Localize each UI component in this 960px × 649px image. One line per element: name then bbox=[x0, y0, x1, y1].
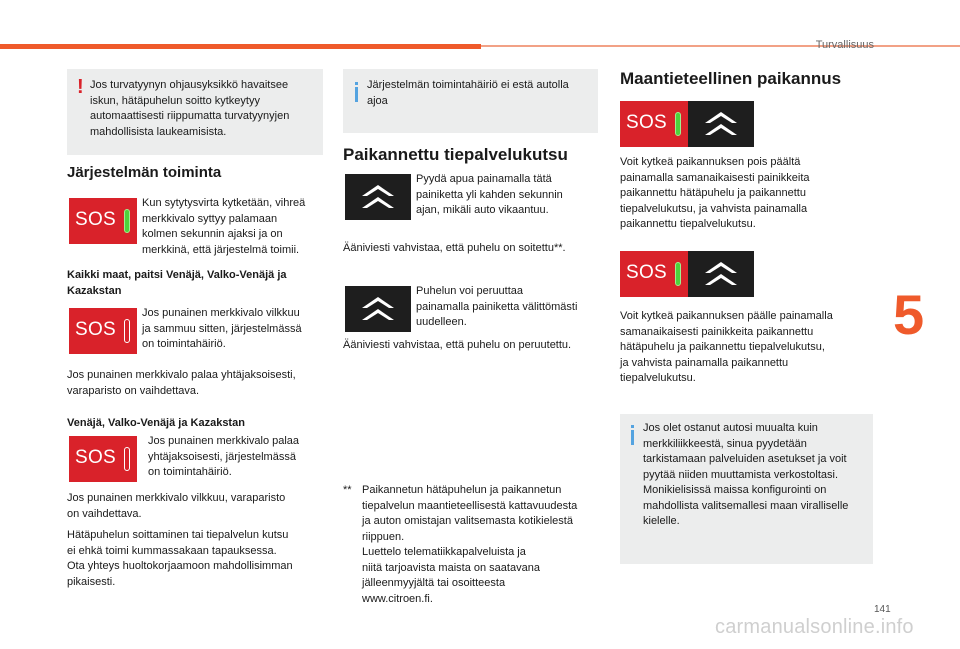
sos-panel-red-blink bbox=[69, 308, 137, 354]
heading-geolocation: Maantieteellinen paikannus bbox=[620, 69, 842, 88]
text-block-red-steady: Jos punainen merkkivalo palaa yhtäjaksoisesti, järjestelmässä on toimintahäiriö. bbox=[148, 435, 300, 478]
paragraph-call-cancelled: Ääniviesti vahvistaa, että puhelu on peruutettu. bbox=[343, 339, 572, 351]
warning-box bbox=[67, 69, 323, 155]
info-text: Järjestelmän toimintahäiriö ei estä autolla ajoa bbox=[367, 79, 569, 107]
page-number: 141 bbox=[874, 604, 891, 615]
text-block-red-blink: Jos punainen merkkivalo vilkkuu ja sammuu sitten, järjestelmässä on toimintahäiriö. bbox=[142, 307, 302, 350]
text-block-press-button: Pyydä apua painamalla tätä painiketta yli kahden sekunnin ajan, mikäli auto vikaantuu. bbox=[416, 173, 563, 216]
citroen-chevron-icon bbox=[358, 293, 398, 325]
header-thin-line bbox=[481, 45, 960, 47]
sos-panel-red-steady bbox=[69, 436, 137, 482]
info-box-imported-car bbox=[620, 414, 873, 564]
section-title: Turvallisuus bbox=[815, 39, 874, 51]
info-box-malfunction bbox=[343, 69, 598, 133]
assistance-button-panel bbox=[688, 101, 754, 147]
paragraph-geo-on: Voit kytkeä paikannuksen päälle painamalla samanaikaisesti painikkeita paikannettu hätäpuhelu ja paikannettu tiepalvelukutsu, ja vahvista painamalla paikannettu tiepalvelukutsu. bbox=[620, 310, 833, 384]
sos-label: SOS bbox=[75, 209, 117, 230]
paragraph-geo-off: Voit kytkeä paikannuksen pois päältä painamalla samanaikaisesti painikkeita paikannettu hätäpuhelu ja paikannettu tiepalvelukutsu, ja vahvista painamalla paikannettu tiepalvelukutsu. bbox=[620, 156, 810, 230]
led-red-icon bbox=[124, 447, 130, 471]
led-green-icon bbox=[124, 209, 130, 233]
citroen-chevron-icon bbox=[701, 108, 741, 140]
led-green-icon bbox=[675, 262, 681, 286]
heading-assistance-call: Paikannettu tiepalvelukutsu bbox=[343, 145, 568, 164]
subheading-russia: Venäjä, Valko-Venäjä ja Kazakstan bbox=[67, 417, 245, 429]
sos-label: SOS bbox=[626, 112, 668, 133]
warning-icon: ! bbox=[77, 76, 84, 98]
paragraph-red-blink-battery: Jos punainen merkkivalo vilkkuu, varaparisto on vaihdettava. bbox=[67, 492, 286, 520]
paragraph-call-confirmed: Ääniviesti vahvistaa, että puhelu on soitettu**. bbox=[343, 242, 566, 254]
sos-label: SOS bbox=[626, 262, 668, 283]
info-icon bbox=[631, 430, 634, 445]
sos-panel-geo-on bbox=[620, 251, 688, 297]
text-block-green-led: Kun sytytysvirta kytketään, vihreä merkkivalo syttyy palamaan kolmen sekunnin ajaksi ja on merkkinä, että järjestelmä toimii. bbox=[142, 197, 306, 256]
warning-text: Jos turvatyynyn ohjausyksikkö havaitsee iskun, hätäpuhelun soitto kytkeytyy automaattisesti riippumatta turvatyynyjen mahdollisista laukeamisista. bbox=[90, 79, 290, 138]
subheading-all-countries: Kaikki maat, paitsi Venäjä, Valko-Venäjä ja Kazakstan bbox=[67, 269, 287, 297]
paragraph-contact-workshop: Hätäpuhelun soittaminen tai tiepalvelun kutsu ei ehkä toimi kummassakaan tapauksessa. Ota yhteys huoltokorjaamoon mahdollisimman pikaisesti. bbox=[67, 529, 293, 588]
chapter-number: 5 bbox=[893, 283, 925, 346]
sos-label: SOS bbox=[75, 319, 117, 340]
citroen-chevron-icon bbox=[358, 181, 398, 213]
paragraph-red-steady-battery: Jos punainen merkkivalo palaa yhtäjaksoisesti, varaparisto on vaihdettava. bbox=[67, 369, 296, 397]
sos-label: SOS bbox=[75, 447, 117, 468]
watermark: carmanualsonline.info bbox=[715, 616, 914, 638]
led-red-icon bbox=[124, 319, 130, 343]
cancel-button-panel bbox=[345, 286, 411, 332]
sos-panel-green bbox=[69, 198, 137, 244]
text-block-cancel-call: Puhelun voi peruuttaa painamalla painiketta välittömästi uudelleen. bbox=[416, 285, 578, 328]
assistance-button-panel bbox=[688, 251, 754, 297]
info-icon bbox=[355, 87, 358, 102]
led-green-icon bbox=[675, 112, 681, 136]
info-text: Jos olet ostanut autosi muualta kuin merkkiliikkeestä, sinua pyydetään tarkistamaan palveluiden asetukset ja voit pyytää niiden muuttamista verkostoltasi. Monikielisissä maissa konfigurointi on mahdollista valitsemallesi maan viralliselle kielelle. bbox=[643, 422, 849, 527]
footnote-text: Paikannetun hätäpuhelun ja paikannetun tiepalvelun maantieteellisestä kattavuudesta ja auton omistajan valitsemasta kotikielestä riippuen. Luettelo telematiikkapalveluista ja niitä tarjoavista maista on saatavana jälleenmyyjältä tai osoitteesta www.citroen.fi. bbox=[362, 484, 578, 605]
footnote-mark: ** bbox=[343, 484, 352, 496]
sos-panel-geo-off bbox=[620, 101, 688, 147]
assistance-button-panel bbox=[345, 174, 411, 220]
header-accent-bar bbox=[0, 44, 481, 49]
heading-system-operation: Järjestelmän toiminta bbox=[67, 164, 222, 181]
citroen-chevron-icon bbox=[701, 258, 741, 290]
